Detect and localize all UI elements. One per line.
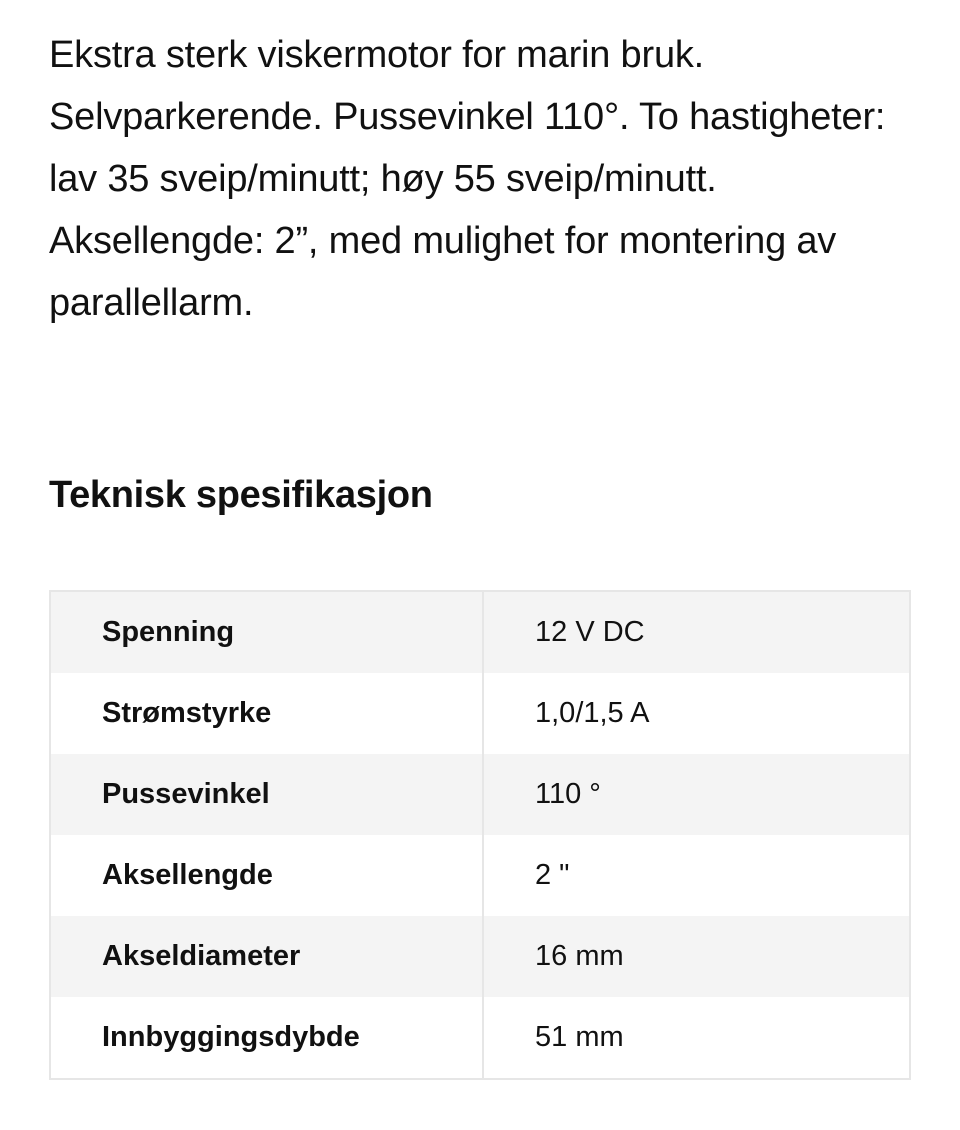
spec-row-akseldiameter xyxy=(50,916,910,997)
spec-row-aksellengde xyxy=(50,835,910,916)
spec-value: 51 mm xyxy=(483,997,910,1079)
spec-value: 1,0/1,5 A xyxy=(483,673,910,754)
spec-row-spenning xyxy=(50,591,910,673)
spec-label: Aksellengde xyxy=(50,835,483,916)
spec-label: Pussevinkel xyxy=(50,754,483,835)
spec-label: Innbyggingsdybde xyxy=(50,997,483,1079)
spec-value: 2 " xyxy=(483,835,910,916)
spec-label: Spenning xyxy=(50,591,483,673)
spec-value: 16 mm xyxy=(483,916,910,997)
spec-heading: Teknisk spesifikasjon xyxy=(49,474,433,516)
spec-row-pussevinkel xyxy=(50,754,910,835)
spec-value: 110 ° xyxy=(483,754,910,835)
spec-label: Akseldiameter xyxy=(50,916,483,997)
spec-value: 12 V DC xyxy=(483,591,910,673)
product-description: Ekstra sterk viskermotor for marin bruk. Selvparkerende. Pussevinkel 110°. To hastigheter: lav 35 sveip/minutt; høy 55 sveip/minutt. Aksellengde: 2”, med mulighet for montering av parallellarm. xyxy=(49,34,886,324)
spec-table xyxy=(49,590,911,1080)
spec-row-innbyggingsdybde xyxy=(50,997,910,1079)
spec-label: Strømstyrke xyxy=(50,673,483,754)
spec-row-stromstyrke xyxy=(50,673,910,754)
